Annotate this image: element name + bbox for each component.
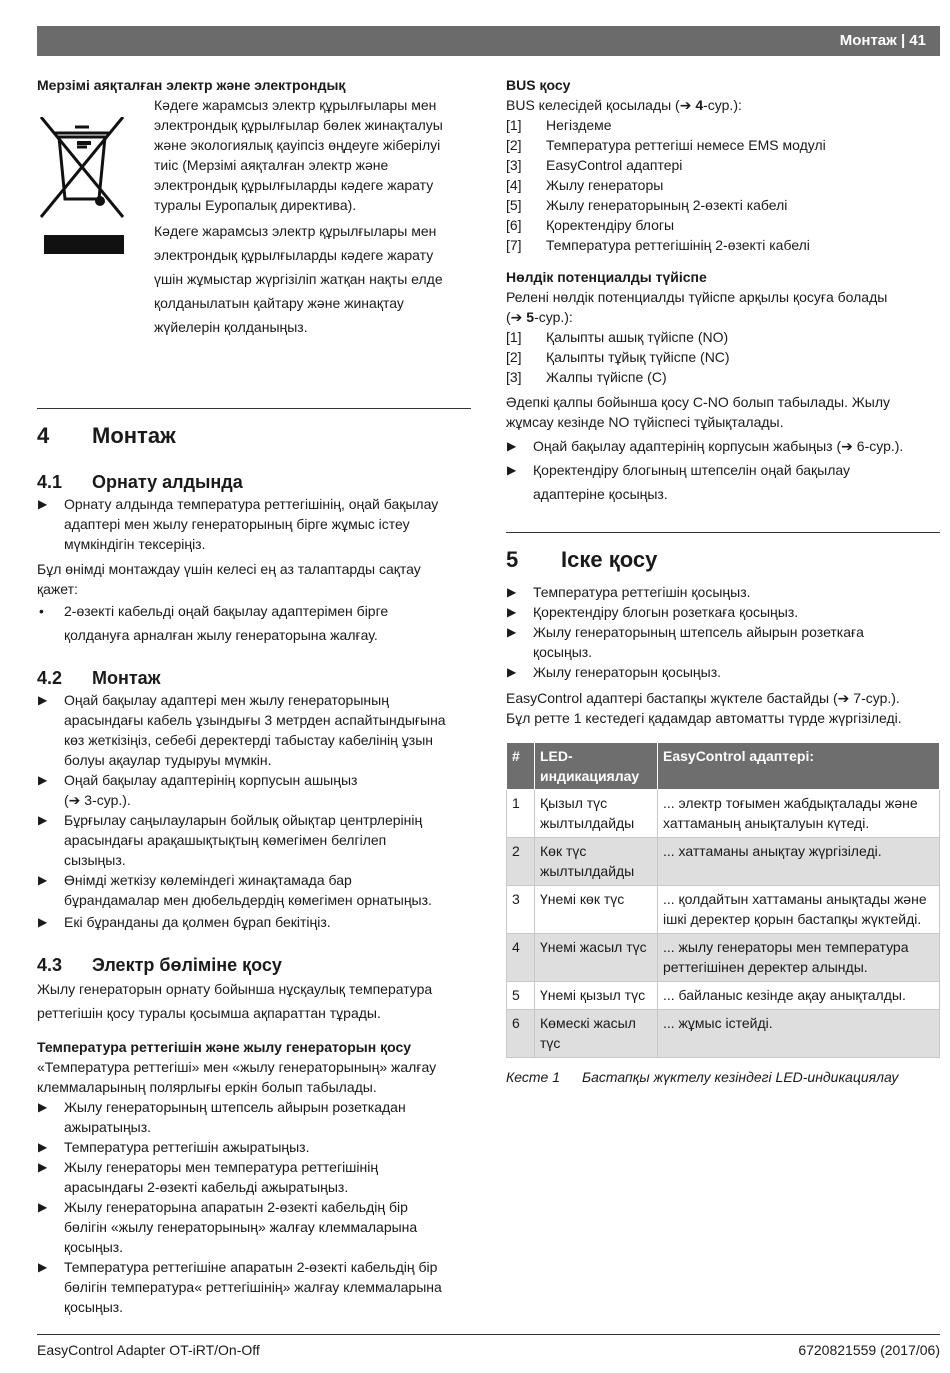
paragraph: EasyControl адаптері бастапқы жүктеле бастайды (➔ 7-сур.). Бұл ретте 1 кестедегі қадамдар автоматты түрде жүргізіледі. bbox=[506, 690, 902, 726]
list-item: ▶ Бұрғылау саңылауларын бойлық ойықтар центрлерінің арасындағы арақашықтықтың көмегімен белгілеп сызыңыз. bbox=[38, 812, 423, 868]
col-led-header: LED-индикациялау bbox=[535, 743, 658, 790]
list-item: ▶ Орнату алдында температура реттегішінің, оңай бақылау адаптері мен жылу генераторының бірге жұмыс істеу мүмкіндігін тексеріңіз. bbox=[38, 496, 439, 552]
list-item: ▶ Жылу генераторын қосыңыз. bbox=[507, 664, 722, 680]
header-text: Монтаж | 41 bbox=[839, 32, 926, 49]
bus-title: BUS қосу bbox=[506, 77, 571, 93]
contact-list bbox=[506, 327, 940, 387]
section-4-1-heading: 4.1 Орнату алдында bbox=[37, 472, 243, 492]
list-item: [7] Температура реттегішінің 2-өзекті кабелі bbox=[506, 237, 810, 253]
list-item: [3] EasyControl адаптері bbox=[506, 157, 683, 173]
table-row: 3 Үнемі көк түс ... қолдайтын хаттаманы анықтады және ішкі деректер қорын бастапқы жүктейді. bbox=[507, 886, 940, 934]
subheading: Температура реттегішін және жылу генераторын қосу bbox=[37, 1039, 412, 1055]
list-item: ▶ Жылу генераторының штепсель айырын розеткаға қосыңыз. bbox=[507, 624, 864, 660]
paragraph: «Температура реттегіші» мен «жылу генераторының» жалғау клеммаларының полярлығы еркін болып табылады. bbox=[37, 1059, 437, 1095]
weee-paragraph-2: Кәдеге жарамсыз электр құрылғылары мен электрондық құрылғыларды кәдеге жарату үшін жұмыстар жүргізіліп жатқан нақты елде қолданылатын қайтару және жинақтау жүйелерін қолданыңыз. bbox=[154, 223, 443, 335]
crossed-out-bin-icon bbox=[37, 117, 127, 257]
paragraph: Жылу генераторын орнату бойынша нұсқаулық температура реттегішін қосу туралы қосымша ақпараттан тұрады. bbox=[37, 981, 433, 1021]
section-4-heading: 4 Монтаж bbox=[37, 423, 176, 448]
list-item: [3] Жалпы түйіспе (C) bbox=[506, 369, 667, 385]
paragraph: Бұл өнімді монтаждау үшін келесі ең аз талаптарды сақтау қажет: bbox=[37, 561, 421, 597]
list-item: [4] Жылу генераторы bbox=[506, 177, 664, 193]
dot-bullet-icon: • bbox=[39, 603, 44, 619]
list-item: ▶ Оңай бақылау адаптерінің корпусын жабыңыз (➔ 6-сур.). bbox=[507, 438, 904, 454]
footer-doc-number: 6720821559 (2017/06) bbox=[798, 1342, 940, 1358]
list-item: [6] Қоректендіру блогы bbox=[506, 217, 675, 233]
list-item: ▶ Өнімді жеткізу көлеміндегі жинақтамада бар бұрандамалар мен дюбельдердің көмегімен орнатыңыз. bbox=[38, 872, 432, 908]
list-item: [1] Негіздеме bbox=[506, 117, 612, 133]
list-item: • 2-өзекті кабельді оңай бақылау адаптерімен бірге қолдануға арналған жылу генераторына жалғау. bbox=[37, 599, 471, 647]
list-item: ▶ Жылу генераторы мен температура реттегішінің арасындағы 2-өзекті кабельді ажыратыңыз. bbox=[38, 1159, 379, 1195]
bullet-icon: ▶ bbox=[38, 497, 48, 511]
section-divider bbox=[506, 532, 940, 533]
list-item: ▶ Температура реттегішін ажыратыңыз. bbox=[38, 1139, 310, 1155]
list-item: ▶ Температура реттегішіне апаратын 2-өзекті кабельдің бір бөлігін температура« реттегішінің» жалғау клеммаларына қосыңыз. bbox=[38, 1259, 442, 1315]
zero-potential-title: Нөлдік потенциалды түйіспе bbox=[506, 269, 707, 285]
table-row: 1 Қызыл түс жылтылдайды ... электр тоғымен жабдықталады және хаттаманың анықталуын күтеді. bbox=[507, 790, 940, 838]
paragraph: (➔ 5-сур.): bbox=[506, 309, 573, 325]
list-item: ▶ Қоректендіру блогын розеткаға қосыңыз. bbox=[507, 604, 799, 620]
table-row: 6 Көмескі жасыл түс ... жұмыс істейді. bbox=[507, 1010, 940, 1058]
weee-block bbox=[37, 95, 471, 335]
list-item: ▶ Оңай бақылау адаптері мен жылу генераторының арасындағы кабель ұзындығы 3 метрден аспайтындығына көз жеткізіңіз, себебі деректерді табыстау кабелінің ұзын болуы ақаулар тудыруы мүмкін. bbox=[38, 692, 446, 768]
table-row: 5 Үнемі қызыл түс ... байланыс кезінде ақау анықталды. bbox=[507, 982, 940, 1010]
bus-list bbox=[506, 115, 940, 255]
paragraph: Әдепкі қалпы бойынша қосу C-NO болып табылады. Жылу жұмсау кезінде NO түйіспесі тұйықталады. bbox=[506, 394, 891, 430]
list-item: ▶ Қоректендіру блогының штепселін оңай бақылау адаптеріне қосыңыз. bbox=[507, 462, 851, 502]
led-table bbox=[506, 742, 940, 1058]
list-item: ▶ Температура реттегішін қосыңыз. bbox=[507, 584, 751, 600]
bus-intro: BUS келесідей қосылады (➔ 4-сур.): bbox=[506, 97, 742, 113]
section-4-2-heading: 4.2 Монтаж bbox=[37, 668, 161, 688]
table-row: 2 Көк түс жылтылдайды ... хаттаманы анықтау жүргізіледі. bbox=[507, 838, 940, 886]
right-column bbox=[506, 75, 940, 1087]
section-5-heading: 5 Іске қосу bbox=[506, 547, 658, 572]
weee-paragraph-1: Кәдеге жарамсыз электр құрылғылары мен электрондық құрылғылар бөлек жинақталуы және экологиялық қауіпсіз өңдеуге жіберілуі тиіс (Мерзімі аяқталған электр және электрондық құрылғыларды кәдеге жарату туралы Еуропалық директива). bbox=[154, 97, 443, 213]
list-item: ▶ Оңай бақылау адаптерінің корпусын ашыңыз (➔ 3-сур.). bbox=[38, 772, 358, 808]
paragraph: Релені нөлдік потенциалды түйіспе арқылы қосуға болады bbox=[506, 289, 888, 305]
list-item: [2] Қалыпты тұйық түйіспе (NC) bbox=[506, 349, 730, 365]
table-row: 4 Үнемі жасыл түс ... жылу генераторы мен температура реттегішінен деректер алынды. bbox=[507, 934, 940, 982]
table-header-row bbox=[507, 743, 940, 790]
list-item: [2] Температура реттегіші немесе EMS модулі bbox=[506, 137, 826, 153]
section-divider bbox=[37, 408, 471, 409]
list-item: ▶ Жылу генераторына апаратын 2-өзекті кабельдің бір бөлігін «жылу генераторының» жалғау клеммаларына қосыңыз. bbox=[38, 1199, 418, 1255]
list-item: ▶ Жылу генераторының штепсель айырын розеткадан ажыратыңыз. bbox=[38, 1099, 406, 1135]
list-item: ▶ Екі бұранданы да қолмен бұрап бекітіңіз. bbox=[38, 914, 331, 930]
list-item: [5] Жылу генераторының 2-өзекті кабелі bbox=[506, 197, 788, 213]
table-caption: Кесте 1 Бастапқы жүктелу кезіндегі LED-индикациялау bbox=[506, 1069, 899, 1085]
list-item: [1] Қалыпты ашық түйіспе (NO) bbox=[506, 329, 729, 345]
col-number-header: # bbox=[507, 743, 535, 790]
footer-product: EasyControl Adapter OT-iRT/On-Off bbox=[37, 1342, 260, 1358]
section-4-3-heading: 4.3 Электр бөліміне қосу bbox=[37, 955, 282, 975]
col-adapter-header: EasyControl адаптері: bbox=[658, 743, 940, 790]
weee-title: Мерзімі аяқталған электр және электрондық bbox=[37, 77, 346, 93]
left-column bbox=[37, 75, 471, 1317]
page-footer bbox=[37, 1334, 940, 1360]
page-header bbox=[37, 26, 940, 56]
